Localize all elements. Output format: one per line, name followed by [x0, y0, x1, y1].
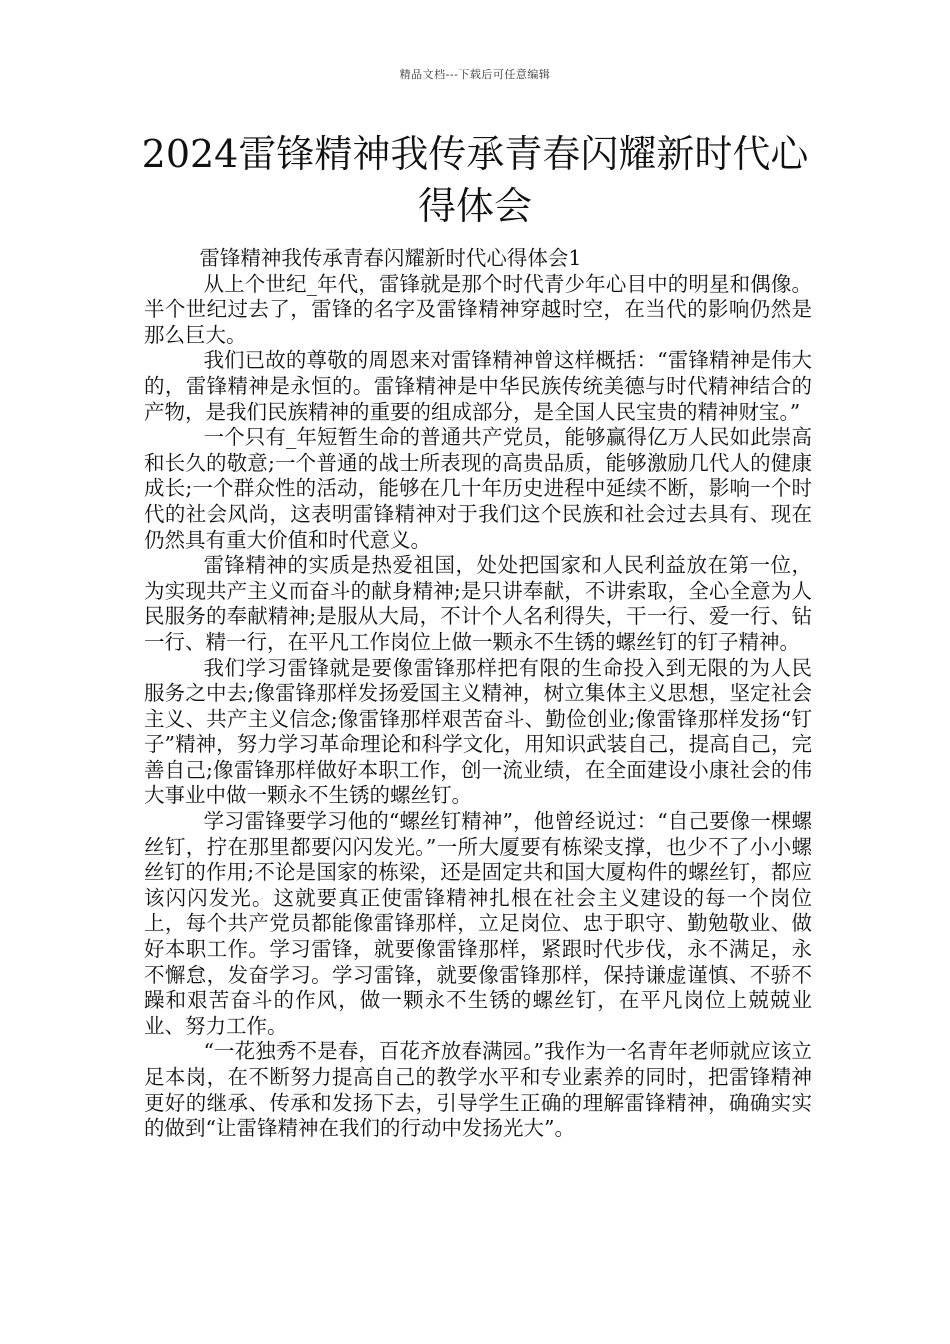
paragraph-5: 我们学习雷锋就是要像雷锋那样把有限的生命投入到无限的为人民服务之中去;像雷锋那样发扬爱国主义精神，树立集体主义思想，坚定社会主义、共产主义信念;像雷锋那样艰苦奋斗、勤俭创业;像雷锋那样发扬“钉子”精神，努力学习革命理论和科学文化，用知识武装自己，提高自己，完善自己;像雷锋那样做好本职工作，创一流业绩，在全面建设小康社会的伟大事业中做一颗永不生锈的螺丝钉。	[144, 655, 812, 808]
paragraph-4: 雷锋精神的实质是热爱祖国，处处把国家和人民利益放在第一位，为实现共产主义而奋斗的献身精神;是只讲奉献，不讲索取，全心全意为人民服务的奉献精神;是服从大局，不计个人名利得失，干一行、爱一行、钻一行、精一行，在平凡工作岗位上做一颗永不生锈的螺丝钉的钉子精神。	[144, 553, 812, 654]
paragraph-6: 学习雷锋要学习他的“螺丝钉精神”，他曾经说过：“自己要像一棵螺丝钉，拧在那里都要闪闪发光。”一所大厦要有栋梁支撑，也少不了小小螺丝钉的作用;不论是国家的栋梁，还是固定共和国大厦构件的螺丝钉，都应该闪闪发光。这就要真正使雷锋精神扎根在社会主义建设的每一个岗位上，每个共产党员都能像雷锋那样，立足岗位、忠于职守、勤勉敬业、做好本职工作。学习雷锋，就要像雷锋那样，紧跟时代步伐，永不满足，永不懈怠，发奋学习。学习雷锋，就要像雷锋那样，保持谦虚谨慎、不骄不躁和艰苦奋斗的作风，做一颗永不生锈的螺丝钉，在平凡岗位上兢兢业业、努力工作。	[144, 809, 812, 1038]
document-header-note: 精品文档---下载后可任意编辑	[399, 68, 551, 81]
paragraph-7: “一花独秀不是春，百花齐放春满园。”我作为一名青年老师就应该立足本岗，在不断努力提高自己的教学水平和专业素养的同时，把雷锋精神更好的继承、传承和发扬下去，引导学生正确的理解雷锋精神，确确实实的做到“让雷锋精神在我们的行动中发扬光大”。	[144, 1039, 812, 1141]
paragraph-1: 从上个世纪_年代，雷锋就是那个时代青少年心目中的明星和偶像。半个世纪过去了，雷锋的名字及雷锋精神穿越时空，在当代的影响仍然是那么巨大。	[144, 271, 812, 347]
paragraph-3: 一个只有_年短暂生命的普通共产党员，能够赢得亿万人民如此崇高和长久的敬意;一个普通的战士所表现的高贵品质，能够激励几代人的健康成长;一个群众性的活动，能够在几十年历史进程中延续不断，影响一个时代的社会风尚，这表明雷锋精神对于我们这个民族和社会过去具有、现在仍然具有重大价值和时代意义。	[144, 425, 812, 552]
section-subtitle: 雷锋精神我传承青春闪耀新时代心得体会1	[199, 246, 582, 270]
paragraph-2: 我们已故的尊敬的周恩来对雷锋精神曾这样概括：“雷锋精神是伟大的，雷锋精神是永恒的。雷锋精神是中华民族传统美德与时代精神结合的产物，是我们民族精神的重要的组成部分，是全国人民宝贵的精神财宝。”	[144, 348, 812, 424]
document-body	[144, 246, 812, 1142]
document-title: 2024雷锋精神我传承青春闪耀新时代心得体会	[141, 132, 809, 228]
